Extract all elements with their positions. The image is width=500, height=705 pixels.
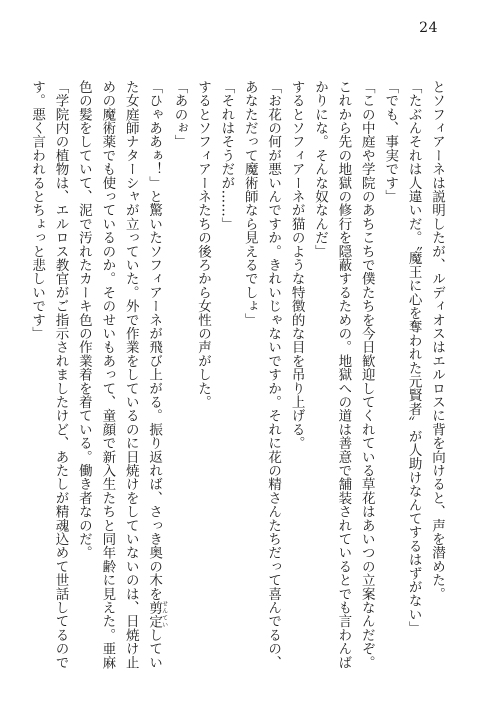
text-line: するとソフィアーネが猫のような特徴的な目を吊り上げる。: [288, 80, 305, 450]
text-line: するとソフィアーネたちの後ろから女性の声がした。: [194, 80, 211, 409]
page-number: 24: [419, 20, 438, 36]
text-line: 「あのぉ」: [171, 80, 188, 149]
text-line-with-ruby: [72, 80, 168, 670]
ruby-annotation: [146, 600, 168, 629]
text-line: 「学院内の植物は、エルロス教官がご指示されましたけど、あたしが精魂込めて世話してるのです。悪く言われるとちょっと悲しいです」: [29, 80, 69, 670]
text-line: 「お花の何が悪いんですか。きれいじゃないですか。それに花の精さんたちだって喜んでるの、あなただって魔術師なら見えるでしょ」: [241, 80, 282, 670]
text-line: 「でも、事実です」: [382, 80, 399, 204]
text-line: とソフィアーネは説明したが、ルディオスはエルロスに背を向けると、声を潜めた。: [429, 80, 445, 601]
text-line: 「それはそうだが……」: [218, 80, 235, 231]
text-line: 「この中庭や学院のあちこちで僕たちを今日歓迎してくれている草花はあいつの立案なんだぞ。これから先の地獄の修行を隠蔽するための。地獄への道は善意で舗装されているとでも言わんばかりにな。そんな奴なんだ」: [311, 80, 375, 670]
text-line: 「たぶんそれは人違いだ。〝魔王に心を奪われた元賢者〟が人助けなんてするはずがない」: [405, 80, 422, 635]
ruby-base: 剪定: [146, 600, 163, 629]
ruby-line-suffix: していた女庭師ナターシャが立っていた。外で作業をしているのに日焼けをしていないのは、日焼け止めの魔術薬でも使っているのか。そのせいもあって、童顔で新入生たちと同年齢に見えた。亜麻色の髪をしていて、泥で汚れたカーキ色の作業着を着ている。働き者なのだ。: [75, 80, 163, 670]
body-text: [29, 80, 448, 670]
ruby-reading: せんてい: [160, 600, 168, 628]
ruby-line-prefix: 「ひゃああぁ！」と驚いたソフィアーネが飛び上がる。振り返れば、さっき奥の木を: [146, 80, 163, 601]
